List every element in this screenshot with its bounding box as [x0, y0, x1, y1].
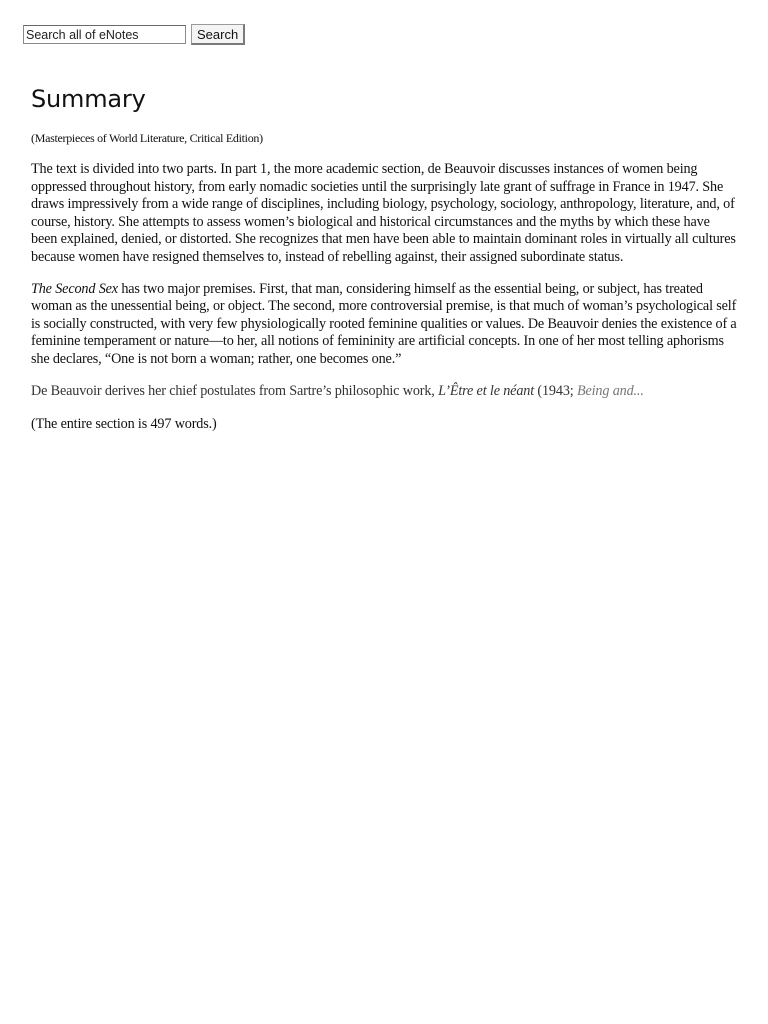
summary-paragraph-3	[31, 383, 739, 401]
paragraph-3-year: (1943;	[534, 382, 577, 399]
paragraph-3-lead: De Beauvoir derives her chief postulates from Sartre’s philosophic work,	[31, 382, 439, 399]
referenced-work-title: L’Être et le néant	[438, 382, 535, 399]
word-count-note: (The entire section is 497 words.)	[31, 416, 217, 433]
search-bar	[23, 24, 245, 45]
truncated-text: Being and...	[576, 382, 644, 399]
summary-paragraph-2	[31, 281, 739, 369]
summary-paragraph-1: The text is divided into two parts. In part 1, the more academic section, de Beauvoir discusses instances of women being oppressed throughout history, from early nomadic societies until the surprisingly late grant of suffrage in France in 1947. She draws impressively from a wide range of disciplines, including biology, psychology, sociology, anthropology, literature, and, of course, history. She attempts to assess women’s biological and historical circumstances and the myths by which these have been explained, denied, or distorted. She recognizes that men have been able to maintain dominant roles in virtually all cultures because women have resigned themselves to, instead of rebelling against, their assigned subordinate status.	[31, 161, 736, 265]
source-note: (Masterpieces of World Literature, Critical Edition)	[31, 131, 263, 145]
search-button[interactable]: Search	[191, 24, 245, 45]
paragraph-2-text: has two major premises. First, that man, considering himself as the essential being, or subject, has treated woman as the unessential being, or object. The second, more controversial premise, is that much of woman’s psychological self is socially constructed, with very few physiologically rooted feminine qualities or values. De Beauvoir denies the existence of a feminine temperament or nature—to her, all notions of femininity are artificial concepts. In one of her most telling aphorisms she declares, “One is not born a woman; rather, one becomes one.”	[31, 280, 737, 367]
page-title: Summary	[31, 85, 146, 113]
search-input[interactable]	[23, 25, 186, 44]
book-title: The Second Sex	[31, 280, 118, 297]
article-content	[31, 80, 739, 434]
